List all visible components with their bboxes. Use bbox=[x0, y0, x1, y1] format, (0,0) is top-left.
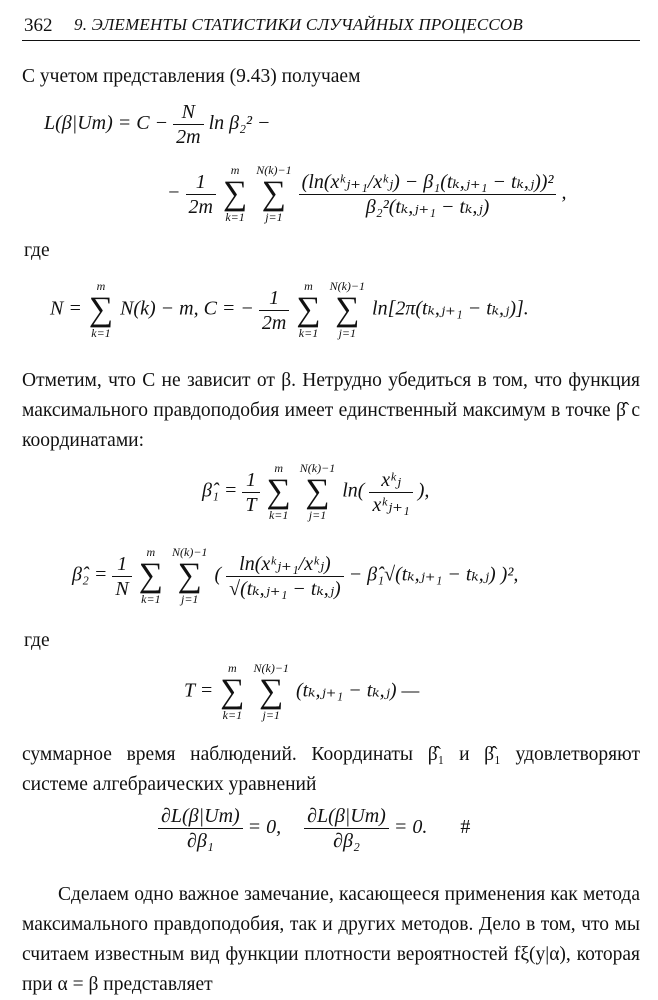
sigma-glyph: ∑ bbox=[138, 557, 164, 594]
fraction-denominator: β₂²(tₖ,ⱼ₊₁ − tₖ,ⱼ) bbox=[365, 195, 490, 218]
fraction-numerator: 1 bbox=[186, 170, 216, 195]
fraction-denominator: 2m bbox=[176, 126, 201, 148]
formula-text: L(β|Um) = C − bbox=[44, 112, 169, 135]
sum-symbol bbox=[300, 462, 335, 522]
formula-text: ( bbox=[214, 563, 222, 586]
sum-symbol bbox=[139, 546, 163, 606]
sum-symbol bbox=[172, 546, 207, 606]
sum-upper-limit: N(k)−1 bbox=[329, 279, 366, 293]
sum-upper-limit: N(k)−1 bbox=[253, 661, 289, 675]
fraction-denominator: 2m bbox=[188, 195, 213, 218]
sum-upper-limit: m bbox=[274, 461, 283, 475]
chapter-title: 9. ЭЛЕМЕНТЫ СТАТИСТИКИ СЛУЧАЙНЫХ ПРОЦЕССОВ bbox=[74, 15, 523, 34]
sum-lower-limit: j=1 bbox=[262, 708, 280, 722]
sum-lower-limit: j=1 bbox=[181, 592, 199, 606]
sum-upper-limit: N(k)−1 bbox=[256, 163, 292, 177]
sum-symbol bbox=[89, 280, 113, 340]
sigma-glyph: ∑ bbox=[220, 673, 245, 710]
fraction-numerator: xᵏⱼ bbox=[369, 468, 412, 493]
fraction-numerator: N bbox=[173, 100, 203, 125]
sum-upper-limit: N(k)−1 bbox=[299, 461, 336, 475]
sum-upper-limit: m bbox=[230, 163, 240, 177]
sum-lower-limit: k=1 bbox=[298, 326, 319, 340]
formula-text: ln( bbox=[342, 479, 365, 502]
formula-text: )², bbox=[500, 563, 519, 586]
sum-symbol bbox=[267, 462, 291, 522]
sigma-glyph: ∑ bbox=[296, 291, 321, 328]
fraction bbox=[173, 100, 203, 149]
formula-text: − β̂₁√(tₖ,ⱼ₊₁ − tₖ,ⱼ) bbox=[348, 563, 496, 586]
sigma-glyph: ∑ bbox=[259, 673, 284, 710]
fraction bbox=[158, 804, 243, 853]
formula-text: = 0, bbox=[247, 816, 282, 839]
formula-text: ln β₂² − bbox=[208, 112, 271, 135]
fraction-numerator: 1 bbox=[259, 286, 289, 311]
fraction-numerator: ∂L(β|Um) bbox=[304, 804, 389, 829]
sigma-glyph: ∑ bbox=[305, 473, 330, 510]
formula-text: , bbox=[561, 181, 567, 204]
word-gde: где bbox=[24, 630, 50, 651]
fraction-numerator: 1 bbox=[242, 468, 259, 493]
sum-symbol bbox=[296, 280, 320, 340]
sigma-glyph: ∑ bbox=[222, 175, 248, 212]
sum-lower-limit: j=1 bbox=[338, 326, 357, 340]
paragraph-observation-time: суммарное время наблюдений. Координаты β̂₁ и β̂₁ удовлетворяют системе алгебраических уравнений bbox=[22, 744, 640, 795]
sum-symbol bbox=[220, 662, 244, 722]
word-gde: где bbox=[24, 240, 50, 261]
formula-text: N(k) − m, C = − bbox=[120, 297, 254, 320]
fraction bbox=[242, 468, 259, 517]
fraction-numerator: (ln(xᵏⱼ₊₁/xᵏⱼ) − β₁(tₖ,ⱼ₊₁ − tₖ,ⱼ))² bbox=[299, 170, 557, 195]
fraction-denominator: T bbox=[245, 493, 257, 516]
fraction-numerator: ∂L(β|Um) bbox=[158, 804, 243, 829]
fraction bbox=[186, 170, 216, 219]
fraction bbox=[226, 552, 344, 601]
paragraph-important-note: Сделаем одно важное замечание, касающееся применения как метода максимального правдоподобия, так и других методов. Дело в том, что мы считаем известным вид функции плотности вероятностей fξ(y|α), которая при α = β представляет bbox=[22, 884, 640, 995]
formula-likelihood-line2 bbox=[167, 164, 566, 224]
sigma-glyph: ∑ bbox=[266, 473, 291, 510]
sum-symbol bbox=[223, 164, 247, 224]
page-number: 362 bbox=[24, 15, 53, 36]
fraction-denominator: ∂β₂ bbox=[333, 830, 360, 852]
sum-lower-limit: k=1 bbox=[91, 326, 111, 340]
sum-upper-limit: m bbox=[146, 545, 156, 559]
book-page bbox=[22, 12, 640, 995]
sum-upper-limit: N(k)−1 bbox=[172, 545, 208, 559]
fraction bbox=[369, 468, 412, 517]
sigma-glyph: ∑ bbox=[261, 175, 287, 212]
sum-symbol bbox=[254, 662, 289, 722]
sum-lower-limit: k=1 bbox=[141, 592, 161, 606]
formula-beta2-estimate bbox=[72, 546, 518, 606]
formula-text: T = bbox=[184, 679, 214, 702]
paragraph-remark: Отметим, что C не зависит от β. Нетрудно убедиться в том, что функция максимального правдоподобия имеет единственный максимум в точке β̂ с координатами: bbox=[22, 370, 640, 451]
formula-text: ), bbox=[417, 479, 430, 502]
formula-text: = 0. bbox=[393, 816, 428, 839]
sigma-glyph: ∑ bbox=[177, 557, 202, 594]
fraction bbox=[259, 286, 289, 335]
formula-text: ln[2π(tₖ,ⱼ₊₁ − tₖ,ⱼ)]. bbox=[372, 297, 529, 320]
fraction-denominator: ∂β₁ bbox=[186, 830, 214, 852]
sigma-glyph: ∑ bbox=[88, 291, 114, 328]
sum-upper-limit: m bbox=[228, 661, 237, 675]
fraction bbox=[299, 170, 557, 219]
formula-text: β̂₂ = bbox=[72, 563, 108, 586]
fraction-denominator: xᵏⱼ₊₁ bbox=[372, 493, 410, 516]
sigma-glyph: ∑ bbox=[335, 291, 360, 328]
fraction bbox=[112, 552, 131, 601]
fraction-numerator: 1 bbox=[112, 552, 131, 577]
formula-likelihood-line1 bbox=[44, 100, 271, 149]
fraction-numerator: ln(xᵏⱼ₊₁/xᵏⱼ) bbox=[226, 552, 344, 577]
formula-beta1-estimate bbox=[202, 462, 429, 522]
formula-text: − bbox=[167, 181, 181, 204]
sum-lower-limit: k=1 bbox=[222, 708, 243, 722]
formula-n-and-c bbox=[50, 280, 529, 340]
sum-lower-limit: k=1 bbox=[225, 210, 245, 224]
formula-text: N = bbox=[50, 297, 82, 320]
sum-lower-limit: k=1 bbox=[268, 508, 289, 522]
formula-total-time bbox=[184, 662, 419, 722]
sum-symbol bbox=[330, 280, 365, 340]
formula-likelihood-equations bbox=[158, 804, 470, 853]
fraction-denominator: √(tₖ,ⱼ₊₁ − tₖ,ⱼ) bbox=[229, 577, 341, 600]
end-of-example-mark: # bbox=[460, 816, 471, 839]
fraction-denominator: N bbox=[115, 577, 129, 600]
sum-lower-limit: j=1 bbox=[308, 508, 327, 522]
sum-upper-limit: m bbox=[304, 279, 313, 293]
fraction-denominator: 2m bbox=[261, 311, 287, 334]
sum-symbol bbox=[256, 164, 291, 224]
sum-upper-limit: m bbox=[96, 279, 106, 293]
formula-text: β̂₁ = bbox=[202, 479, 238, 502]
paragraph-intro: С учетом представления (9.43) получаем bbox=[22, 66, 361, 87]
fraction bbox=[304, 804, 389, 853]
running-header bbox=[22, 12, 640, 41]
sum-lower-limit: j=1 bbox=[265, 210, 283, 224]
formula-text: (tₖ,ⱼ₊₁ − tₖ,ⱼ) — bbox=[295, 679, 420, 702]
